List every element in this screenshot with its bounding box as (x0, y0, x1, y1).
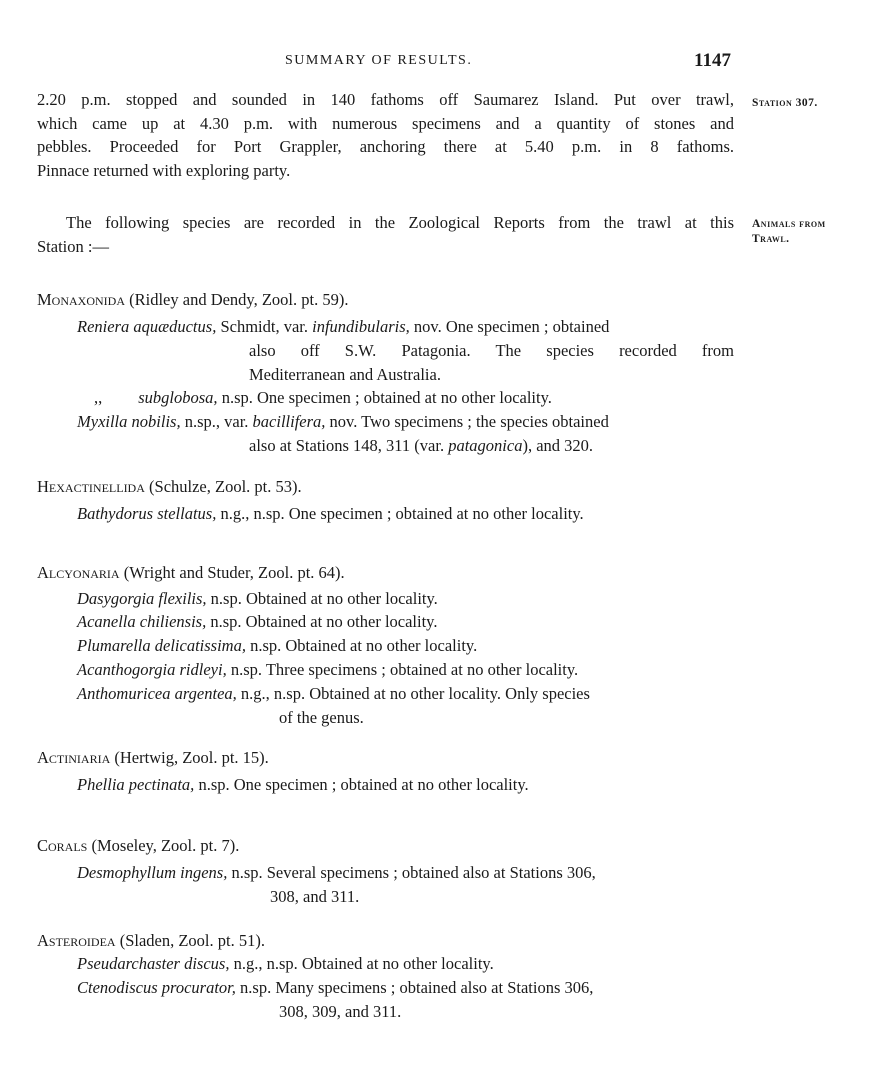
group-ref: (Hertwig, Zool. pt. 15). (114, 748, 269, 767)
margin-note-animals (752, 217, 826, 247)
group-name: Corals (37, 836, 88, 855)
species-name: Pseudarchaster discus, (77, 954, 230, 973)
species-name: Ctenodiscus procurator, (77, 978, 236, 997)
page-number: 1147 (694, 50, 731, 71)
list-item-continuation: also off S.W. Patagonia. The species recorded from Mediterranean and Australia. (249, 341, 734, 384)
running-header: SUMMARY OF RESULTS. (285, 53, 473, 68)
species-name: Plumarella delicatissima, (77, 636, 246, 655)
margin-note-animals-line2: Trawl. (752, 233, 790, 245)
group-name: Actiniaria (37, 748, 111, 767)
group-heading-actiniaria (37, 746, 269, 770)
group-name: Monaxonida (37, 290, 125, 309)
intro-line-2: which came up at 4.30 p.m. with numerous specimens and a quantity of stones and (37, 113, 734, 133)
group-heading-asteroidea (37, 929, 265, 953)
group-heading-hexactinellida (37, 475, 302, 499)
group-ref: (Schulze, Zool. pt. 53). (149, 477, 302, 496)
list-item-continuation: of the genus. (279, 708, 364, 727)
list-item: Plumarella delicatissima, n.sp. Obtained at no other locality. (77, 636, 478, 655)
group-name: Alcyonaria (37, 563, 120, 582)
list-item: Acanella chiliensis, n.sp. Obtained at no other locality. (77, 612, 438, 631)
species-name: Dasygorgia flexilis, (77, 589, 207, 608)
group-ref: (Wright and Studer, Zool. pt. 64). (123, 563, 345, 582)
species-intro (37, 211, 734, 258)
group-ref: (Sladen, Zool. pt. 51). (119, 931, 265, 950)
list-item: Pseudarchaster discus, n.g., n.sp. Obtained at no other locality. (77, 954, 494, 973)
intro-line-1: 2.20 p.m. stopped and sounded in 140 fathoms off Saumarez Island. Put over trawl, (37, 90, 734, 109)
species-intro-line-2: Station :— (37, 236, 109, 256)
species-name: Phellia pectinata, (77, 775, 195, 794)
intro-line-4: Pinnace returned with exploring party. (37, 160, 291, 180)
list-item: Myxilla nobilis, n.sp., var. bacillifera, nov. Two specimens ; the species obtained (77, 412, 609, 431)
intro-line-3: pebbles. Proceeded for Port Grappler, anchoring there at 5.40 p.m. in 8 fathoms. (37, 137, 734, 156)
species-name: Reniera aquæductus, (77, 317, 217, 336)
group-heading-alcyonaria (37, 561, 345, 585)
list-item: Dasygorgia flexilis, n.sp. Obtained at no other locality. (77, 589, 438, 608)
list-item: Ctenodiscus procurator, n.sp. Many specimens ; obtained also at Stations 306, (77, 978, 594, 997)
list-item: Phellia pectinata, n.sp. One specimen ; obtained at no other locality. (77, 775, 529, 794)
list-item-continuation: 308, 309, and 311. (279, 1002, 402, 1021)
margin-note-station: Station 307. (752, 97, 818, 109)
group-name: Hexactinellida (37, 477, 145, 496)
species-name: Acanthogorgia ridleyi, (77, 660, 227, 679)
species-name: Myxilla nobilis, (77, 412, 181, 431)
group-heading-monaxonida (37, 288, 348, 312)
list-item: Acanthogorgia ridleyi, n.sp. Three specimens ; obtained at no other locality. (77, 660, 579, 679)
list-item: ,, subglobosa, n.sp. One specimen ; obtained at no other locality. (94, 388, 552, 407)
list-item: Bathydorus stellatus, n.g., n.sp. One specimen ; obtained at no other locality. (77, 504, 584, 523)
group-heading-corals (37, 834, 239, 858)
group-ref: (Ridley and Dendy, Zool. pt. 59). (129, 290, 349, 309)
list-item: Desmophyllum ingens, n.sp. Several specimens ; obtained also at Stations 306, (77, 863, 596, 882)
species-name: subglobosa, (138, 388, 218, 407)
species-intro-line-1: The following species are recorded in the Zoological Reports from the trawl at this (66, 213, 734, 232)
margin-note-animals-line1: Animals from (752, 218, 826, 230)
ditto-mark: ,, (94, 388, 103, 407)
group-name: Asteroidea (37, 931, 116, 950)
list-item: Anthomuricea argentea, n.g., n.sp. Obtained at no other locality. Only species (77, 684, 590, 703)
species-name: Bathydorus stellatus, (77, 504, 217, 523)
species-name: Desmophyllum ingens, (77, 863, 228, 882)
species-name: Acanella chiliensis, (77, 612, 207, 631)
list-item-continuation: also at Stations 148, 311 (var. patagonica), and 320. (249, 436, 594, 455)
species-name: Anthomuricea argentea, (77, 684, 237, 703)
list-item-continuation: 308, and 311. (270, 887, 360, 906)
intro-paragraph (37, 88, 734, 182)
list-item: Reniera aquæductus, Schmidt, var. infundibularis, nov. One specimen ; obtained (77, 317, 610, 336)
group-ref: (Moseley, Zool. pt. 7). (91, 836, 240, 855)
